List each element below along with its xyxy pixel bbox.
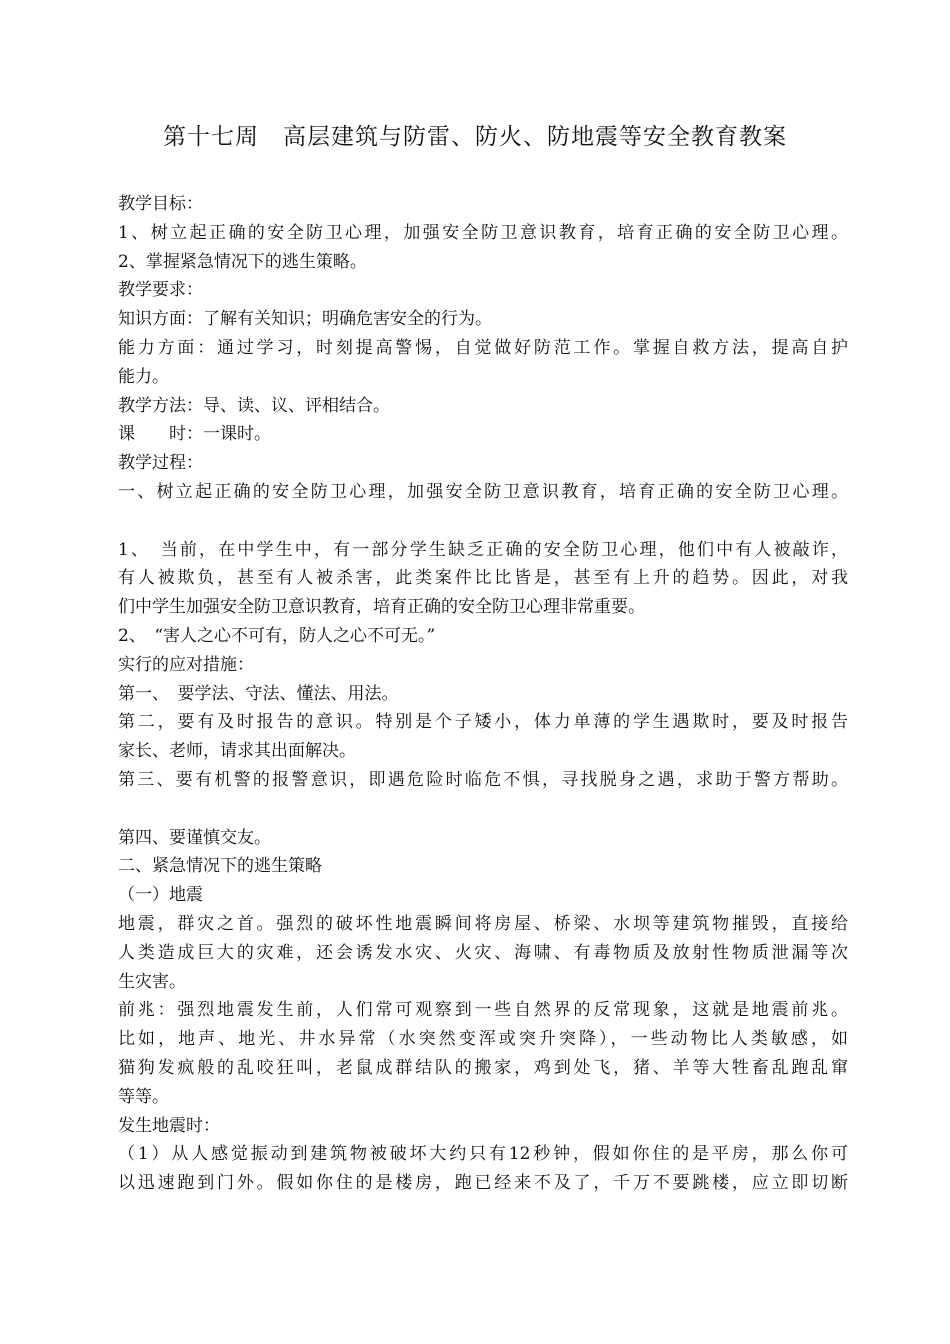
text-line: 地震，群灾之首。强烈的破坏性地震瞬间将房屋、桥梁、水坝等建筑物摧毁，直接给 — [118, 913, 848, 934]
text-line: 有人被欺负，甚至有人被杀害，此类案件比比皆是，甚至有上升的趋势。因此，对我 — [118, 568, 848, 589]
text-line: 教学过程： — [118, 453, 203, 474]
text-line: 猫狗发疯般的乱咬狂叫，老鼠成群结队的搬家，鸡到处飞，猪、羊等大牲畜乱跑乱窜 — [118, 1057, 848, 1078]
text-line: 人类造成巨大的灾难，还会诱发水灾、火灾、海啸、有毒物质及放射性物质泄漏等次 — [118, 942, 848, 963]
text-line: 第二，要有及时报告的意识。特别是个子矮小，体力单薄的学生遇欺时，要及时报告 — [118, 712, 848, 733]
text-line: 二、紧急情况下的逃生策略 — [118, 856, 322, 877]
text-line: 2、 “害人之心不可有，防人之心不可无。” — [118, 625, 436, 646]
document-body — [118, 190, 848, 1198]
text-line: 教学目标： — [118, 194, 203, 214]
document-title: 第十七周 高层建筑与防雷、防火、防地震等安全教育教案 — [163, 124, 787, 150]
text-line: 能力。 — [118, 366, 169, 387]
text-line: 以迅速跑到门外。假如你住的是楼房，跑已经来不及了，千万不要跳楼，应立即切断 — [118, 1173, 848, 1194]
text-line: 课 时：一课时。 — [118, 424, 271, 445]
text-line: （1）从人感觉振动到建筑物被破坏大约只有12秒钟，假如你住的是平房，那么你可 — [118, 1144, 848, 1165]
text-line: 能力方面：通过学习，时刻提高警惕，自觉做好防范工作。掌握自救方法，提高自护 — [118, 337, 848, 358]
text-line: 实行的应对措施： — [118, 654, 254, 675]
text-line: 1、 当前，在中学生中，有一部分学生缺乏正确的安全防卫心理，他们中有人被敲诈， — [118, 539, 848, 560]
text-line: 第三、要有机警的报警意识，即遇危险时临危不惧，寻找脱身之遇，求助于警方帮助。 — [118, 769, 848, 790]
text-line: 生灾害。 — [118, 971, 186, 992]
text-line: 教学方法：导、读、议、评相结合。 — [118, 395, 390, 416]
text-line: 等等。 — [118, 1086, 169, 1107]
text-line: 知识方面：了解有关知识；明确危害安全的行为。 — [118, 309, 492, 330]
text-line: 家长、老师，请求其出面解决。 — [118, 741, 356, 762]
text-line: 比如，地声、地光、井水异常（水突然变浑或突升突降），一些动物比人类敏感，如 — [118, 1029, 848, 1050]
text-line: （一）地震 — [118, 885, 203, 906]
text-line: 发生地震时： — [118, 1115, 220, 1136]
text-line: 一、树立起正确的安全防卫心理，加强安全防卫意识教育，培育正确的安全防卫心理。 — [118, 481, 848, 502]
text-line: 前兆：强烈地震发生前，人们常可观察到一些自然界的反常现象，这就是地震前兆。 — [118, 1000, 848, 1021]
text-line: 教学要求： — [118, 280, 203, 301]
text-line: 第一、 要学法、守法、懂法、用法。 — [118, 683, 399, 704]
text-line: 1、树立起正确的安全防卫心理，加强安全防卫意识教育，培育正确的安全防卫心理。 — [118, 222, 848, 243]
blank-line — [118, 507, 848, 536]
blank-line — [118, 795, 848, 824]
text-line: 们中学生加强安全防卫意识教育，培育正确的安全防卫心理非常重要。 — [118, 597, 645, 618]
text-line: 2、掌握紧急情况下的逃生策略。 — [118, 251, 367, 272]
text-line: 第四、要谨慎交友。 — [118, 827, 271, 848]
